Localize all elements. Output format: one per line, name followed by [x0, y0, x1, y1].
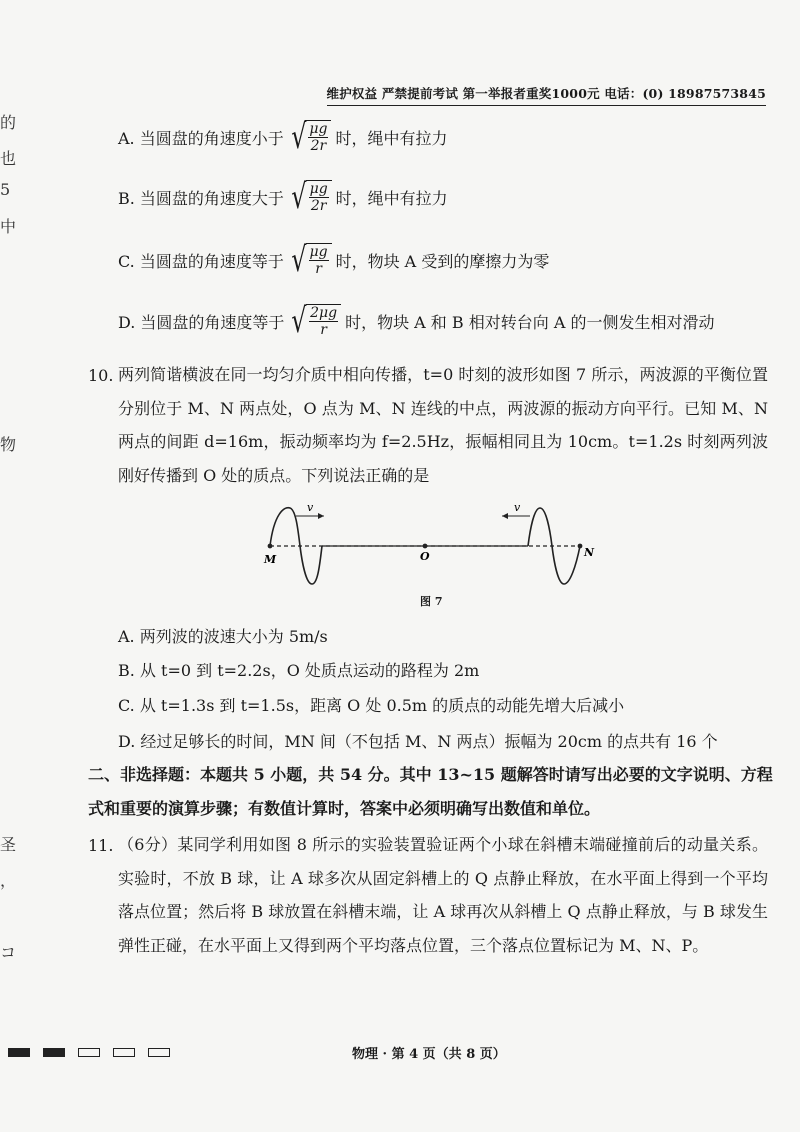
question-number: 11. [88, 836, 114, 855]
label-o: O [420, 550, 430, 563]
question-number: 10. [88, 366, 114, 385]
q9-option-b: B. 当圆盘的角速度大于 √ $\frac{\mu g}{2r}$ 时，绳中有拉力 [118, 177, 448, 217]
point-o [423, 544, 428, 549]
q11-text: （6分）某同学利用如图 8 所示的实验装置验证两个小球在斜槽末端碰撞前后的动量关系。实验时，不放 B 球，让 A 球多次从固定斜槽上的 Q 点静止释放，在水平面上得到一个平均落点位置；然后将 B 球放置在斜槽末端，让 A 球再次从斜槽上 Q 点静止释放，与 B 球发生弹性正碰，在水平面上又得到两个平均落点位置，三个落点位置标记为 M、N、P。 [118, 835, 768, 955]
page-header-notice: 维护权益 严禁提前考试 第一举报者重奖1000元 电话：(0) 18987573845 [327, 84, 767, 106]
margin-char: ， [0, 871, 17, 890]
margin-char: 5 [0, 180, 11, 199]
q10-stem: 两列简谐横波在同一均匀介质中相向传播，t=0 时刻的波形如图 7 所示，两波源的平衡位置分别位于 M、N 两点处，O 点为 M、N 连线的中点，两波源的振动方向平行。已知 M、N 两点的间距 d=16m，振动频率均为 f=2.5Hz，振幅相同且为 10cm。t=1.2s 时刻两列波刚好传播到 O 处的质点。下列说法正确的是 [118, 365, 768, 485]
figure-caption: 图 7 [420, 595, 443, 608]
margin-char: コ [0, 943, 17, 962]
empty-mark-icon [113, 1048, 135, 1057]
q10-option-d: D. 经过足够长的时间，MN 间（不包括 M、N 两点）振幅为 20cm 的点共有 16 个 [118, 732, 718, 751]
q9-option-c: C. 当圆盘的角速度等于 √ $\frac{\mu g}{r}$ 时，物块 A 受到的摩擦力为零 [118, 240, 550, 280]
velocity-label: v [514, 501, 521, 514]
q10-option-b: B. 从 t=0 到 t=2.2s，O 处质点运动的路程为 2m [118, 661, 480, 680]
margin-char: 也 [0, 149, 17, 168]
q9-option-a: A. 当圆盘的角速度小于 √ $\frac{\mu g}{2r}$ 时，绳中有拉力 [118, 117, 448, 157]
page-footer: 物理 · 第 4 页（共 8 页） [352, 1047, 506, 1062]
label-n: N [584, 546, 595, 559]
margin-char: 的 [0, 113, 17, 132]
margin-char: 圣 [0, 835, 17, 854]
empty-mark-icon [148, 1048, 170, 1057]
velocity-label: v [307, 501, 314, 514]
margin-char: 物 [0, 435, 17, 454]
filled-mark-icon [8, 1048, 30, 1057]
point-n [578, 544, 583, 549]
point-m [268, 544, 273, 549]
margin-char: 中 [0, 217, 17, 236]
wave-figure [250, 500, 610, 592]
page-marks [8, 1048, 170, 1057]
section-2-heading: 二、非选择题：本题共 5 小题，共 54 分。其中 13~15 题解答时请写出必要的文字说明、方程式和重要的演算步骤；有数值计算时，答案中必须明确写出数值和单位。 [88, 765, 773, 818]
q10-option-c: C. 从 t=1.3s 到 t=1.5s，距离 O 处 0.5m 的质点的动能先增大后减小 [118, 696, 625, 715]
q9-option-d: D. 当圆盘的角速度等于 √ $\frac{2\mu g}{r}$ 时，物块 A 和 B 相对转台向 A 的一侧发生相对滑动 [118, 301, 715, 341]
sqrt-icon: √ $\frac{\mu g}{2r}$ [288, 120, 332, 154]
sqrt-icon: √ $\frac{\mu g}{2r}$ [288, 180, 332, 214]
sqrt-icon: √ $\frac{2\mu g}{r}$ [288, 304, 341, 338]
sqrt-icon: √ $\frac{\mu g}{r}$ [288, 243, 332, 277]
filled-mark-icon [43, 1048, 65, 1057]
label-m: M [264, 553, 277, 566]
empty-mark-icon [78, 1048, 100, 1057]
q10-option-a: A. 两列波的波速大小为 5m/s [118, 627, 328, 646]
